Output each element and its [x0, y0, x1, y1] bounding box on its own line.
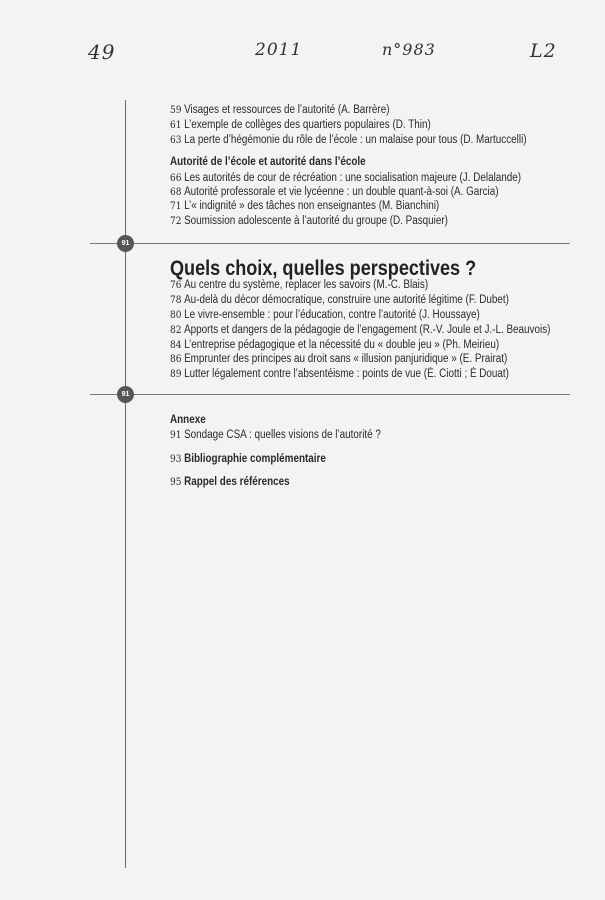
entry-page: 76 — [170, 279, 182, 291]
handwritten-level: L2 — [530, 40, 557, 62]
entry-page: 95 — [170, 476, 182, 488]
entry-page: 80 — [170, 309, 182, 321]
entry-text: Le vivre-ensemble : pour l’éducation, contre l’autorité (J. Houssaye) — [184, 309, 480, 321]
toc-entry — [170, 293, 509, 307]
entry-page: 61 — [170, 119, 182, 131]
entry-page: 93 — [170, 453, 182, 465]
entry-page: 89 — [170, 368, 182, 380]
entry-page: 84 — [170, 339, 182, 351]
toc-entry — [170, 308, 480, 322]
entry-page: 86 — [170, 353, 182, 365]
entry-text: Apports et dangers de la pédagogie de l’engagement (R.-V. Joule et J.-L. Beauvois) — [184, 324, 551, 336]
handwritten-page-number: 49 — [88, 40, 116, 64]
annexe-label: Annexe — [170, 414, 206, 426]
entry-text: L’exemple de collèges des quartiers populaires (D. Thin) — [184, 119, 431, 131]
page-badge-2: 91 — [117, 386, 134, 403]
entry-text: Au-delà du décor démocratique, construire une autorité légitime (F. Dubet) — [184, 294, 509, 306]
entry-text: Emprunter des principes au droit sans « illusion panjuridique » (E. Prairat) — [184, 353, 508, 365]
entry-page: 59 — [170, 104, 182, 116]
entry-text: Autorité professorale et vie lycéenne : un double quant-à-soi (A. Garcia) — [184, 186, 499, 198]
toc-entry — [170, 103, 389, 117]
toc-entry — [170, 428, 381, 442]
toc-entry — [170, 171, 521, 185]
toc-entry — [170, 323, 550, 337]
toc-entry — [170, 367, 509, 381]
toc-entry — [170, 338, 499, 352]
entry-page: 66 — [170, 172, 182, 184]
entry-text: Sondage CSA : quelles visions de l’autorité ? — [184, 429, 381, 441]
toc-entry — [170, 452, 326, 466]
entry-page: 78 — [170, 294, 182, 306]
entry-text: Rappel des références — [184, 476, 290, 488]
toc-entry — [170, 475, 290, 489]
toc-entry — [170, 133, 527, 147]
toc-entry — [170, 185, 499, 199]
page-badge-1: 91 — [117, 235, 134, 252]
entry-text: Les autorités de cour de récréation : une socialisation majeure (J. Delalande) — [184, 172, 522, 184]
handwritten-issue-number: n°983 — [382, 40, 436, 59]
toc-entry — [170, 214, 448, 228]
section-title: Quels choix, quelles perspectives ? — [170, 257, 477, 280]
entry-text: La perte d’hégémonie du rôle de l’école : un malaise pour tous (D. Martuccelli) — [184, 134, 527, 146]
toc-entry — [170, 278, 428, 292]
entry-text: Lutter légalement contre l’absentéisme : points de vue (É. Ciotti ; É Douat) — [184, 368, 509, 380]
entry-page: 71 — [170, 200, 182, 212]
vertical-rule — [125, 100, 126, 868]
toc-entry — [170, 352, 507, 366]
toc-entry — [170, 118, 431, 132]
entry-page: 68 — [170, 186, 182, 198]
entry-text: Soumission adolescente à l’autorité du groupe (D. Pasquier) — [184, 215, 448, 227]
subheading: Autorité de l’école et autorité dans l’école — [170, 156, 366, 168]
toc-entry — [170, 199, 439, 213]
entry-text: Visages et ressources de l’autorité (A. Barrère) — [184, 104, 390, 116]
entry-text: Au centre du système, replacer les savoirs (M.-C. Blais) — [184, 279, 429, 291]
entry-text: L’« indignité » des tâches non enseignantes (M. Bianchini) — [184, 200, 440, 212]
entry-text: Bibliographie complémentaire — [184, 453, 326, 465]
entry-page: 91 — [170, 429, 182, 441]
handwritten-year: 2011 — [255, 40, 303, 60]
entry-page: 82 — [170, 324, 182, 336]
entry-text: L’entreprise pédagogique et la nécessité du « double jeu » (Ph. Meirieu) — [184, 339, 500, 351]
section-divider-1 — [90, 243, 570, 244]
entry-page: 63 — [170, 134, 182, 146]
section-divider-2 — [90, 394, 570, 395]
entry-page: 72 — [170, 215, 182, 227]
